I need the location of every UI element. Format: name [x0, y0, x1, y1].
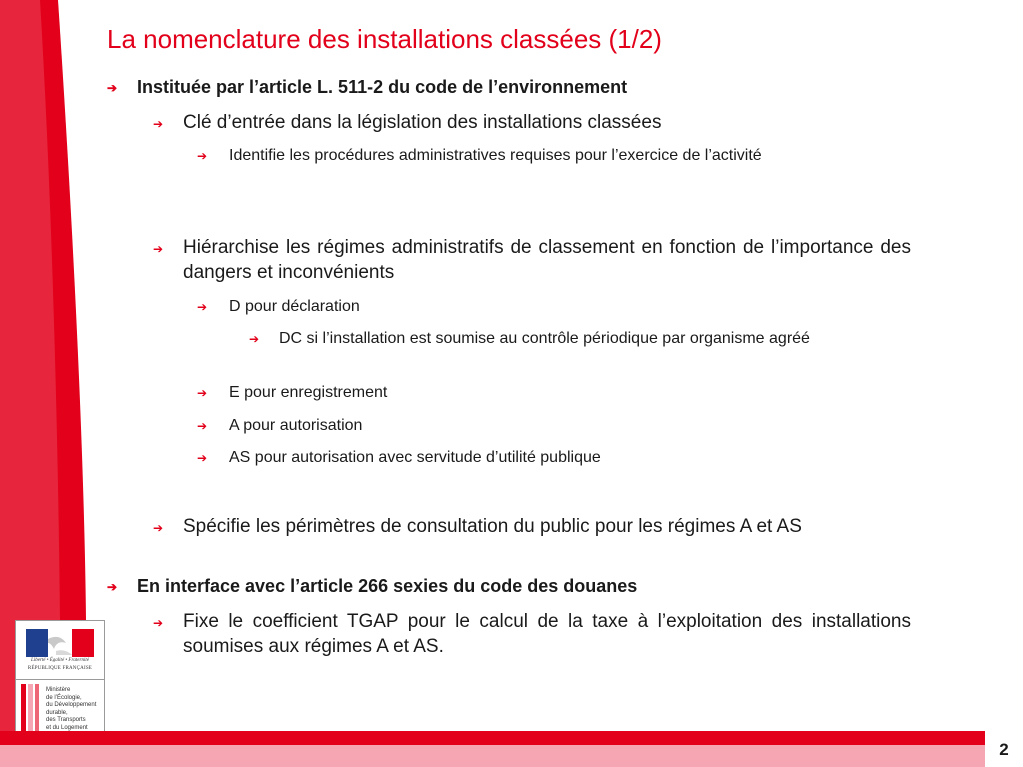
page-number: 2	[999, 740, 1009, 759]
bullet-text: En interface avec l’article 266 sexies du code des douanes	[137, 576, 638, 596]
arrow-bullet-icon: ➔	[153, 242, 164, 256]
bullet-text: Spécifie les périmètres de consultation du public pour les régimes A et AS	[183, 516, 802, 537]
arrow-bullet-icon: ➔	[153, 117, 164, 131]
footer-red-band	[0, 731, 1023, 745]
arrow-bullet-icon: ➔	[197, 149, 208, 163]
bullet-level2-4	[153, 609, 911, 659]
bullet-text: Fixe le coefficient TGAP pour le calcul de la taxe à l’exploitation des installations soumises aux régimes A et AS.	[183, 611, 911, 657]
marianne-flag-icon	[26, 629, 94, 657]
ministry-line: du Développement	[46, 702, 97, 708]
ministry-name	[46, 687, 96, 732]
republic-name: RÉPUBLIQUE FRANÇAISE	[27, 666, 93, 671]
republique-francaise-logo	[16, 621, 104, 680]
bullet-text: Hiérarchise les régimes administratifs de classement en fonction de l’importance des dangers et inconvénients	[183, 237, 911, 283]
arrow-bullet-icon: ➔	[107, 580, 118, 594]
bullet-level1-2	[107, 575, 912, 598]
ministry-line: de l’Écologie,	[46, 694, 82, 701]
ministry-line: et du Logement	[46, 724, 88, 731]
ministry-line: des Transports	[46, 717, 86, 723]
bullet-level2-3	[153, 514, 911, 539]
bullet-text: Instituée par l’article L. 511-2 du code de l’environnement	[137, 77, 628, 97]
ministry-stripes-icon	[19, 684, 41, 738]
bullet-level2-2	[153, 235, 911, 285]
bullet-level2-1	[153, 110, 911, 135]
bullet-level3-4	[197, 414, 911, 437]
republic-motto: Liberté • Égalité • Fraternité	[31, 658, 89, 663]
arrow-bullet-icon: ➔	[197, 451, 208, 465]
arrow-bullet-icon: ➔	[197, 300, 208, 314]
bullet-level3-5	[197, 446, 911, 469]
arrow-bullet-icon: ➔	[197, 386, 208, 400]
bullet-text: Identifie les procédures administratives requises pour l’exercice de l’activité	[229, 147, 762, 164]
arrow-bullet-icon: ➔	[107, 81, 118, 95]
bullet-text: A pour autorisation	[229, 417, 363, 434]
footer-pink-band	[0, 745, 1023, 767]
bullet-text: DC si l’installation est soumise au contrôle périodique par organisme agréé	[279, 330, 810, 347]
arrow-bullet-icon: ➔	[153, 521, 164, 535]
bullet-text: D pour déclaration	[229, 298, 360, 315]
ministry-logo	[15, 620, 105, 741]
slide-title: La nomenclature des installations classées (1/2)	[107, 24, 662, 54]
bullet-text: E pour enregistrement	[229, 384, 388, 401]
arrow-bullet-icon: ➔	[197, 419, 208, 433]
bullet-level3-3	[197, 381, 911, 404]
bullet-level3-2	[197, 295, 911, 318]
bullet-text: AS pour autorisation avec servitude d’utilité publique	[229, 449, 601, 466]
bullet-level4-1	[249, 327, 911, 350]
arrow-bullet-icon: ➔	[249, 332, 260, 346]
ministry-line: Ministère	[46, 687, 71, 693]
ministry-line: durable,	[46, 709, 68, 716]
bullet-text: Clé d’entrée dans la législation des installations classées	[183, 112, 662, 133]
arrow-bullet-icon: ➔	[153, 616, 164, 630]
bullet-level1-1	[107, 76, 912, 99]
bullet-level3-1	[197, 144, 911, 167]
